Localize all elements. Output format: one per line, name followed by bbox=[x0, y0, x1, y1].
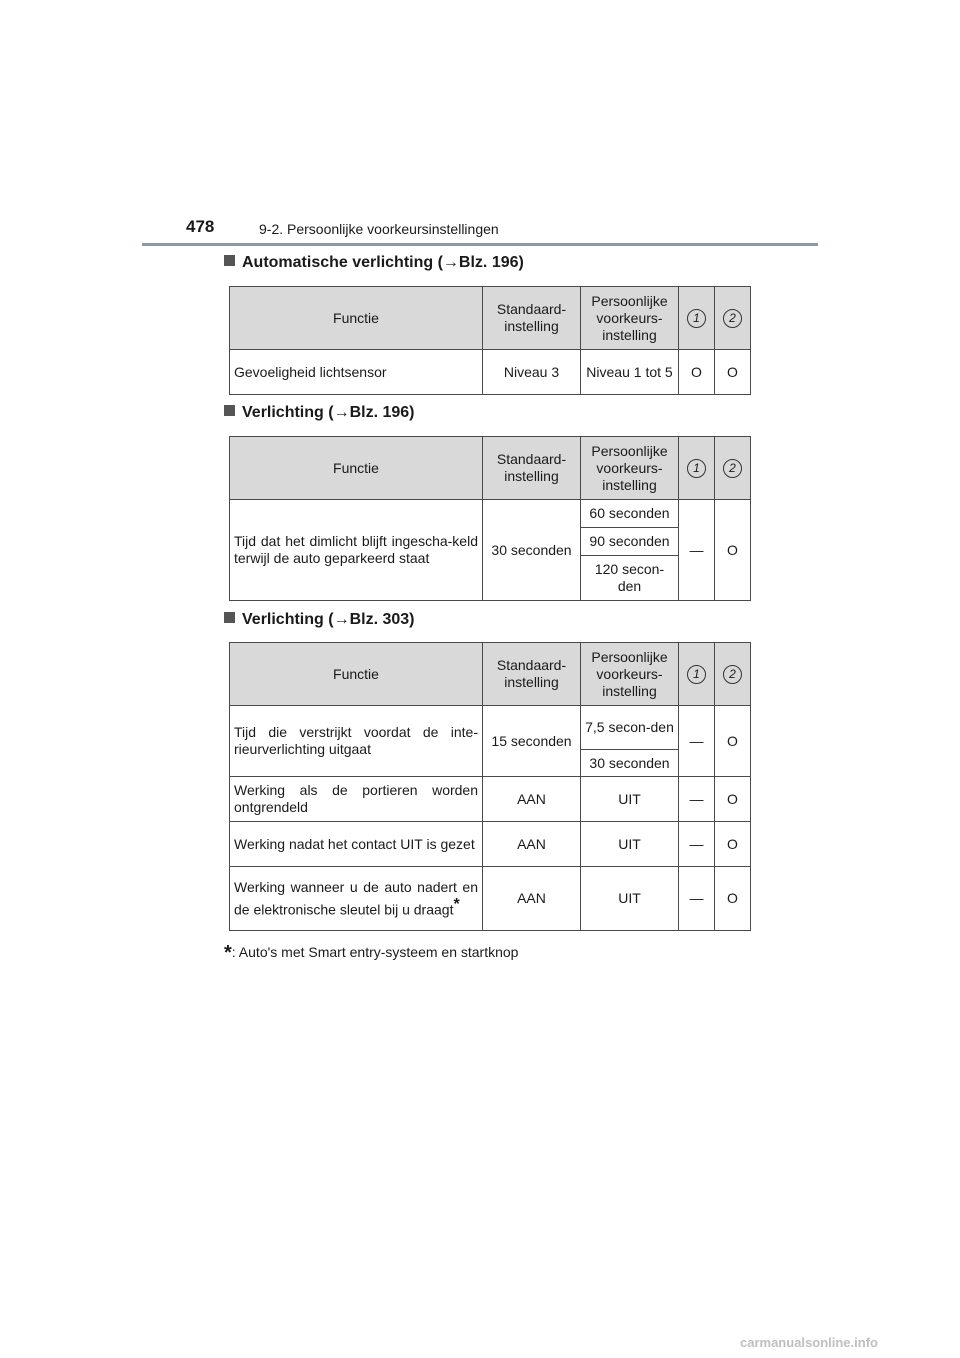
section-heading-verlichting-303: Verlichting (→Blz. 303) bbox=[224, 611, 415, 629]
table-header-row bbox=[230, 437, 751, 500]
circled-1-icon: 1 bbox=[687, 309, 706, 328]
table-row bbox=[230, 350, 751, 395]
table-row bbox=[230, 777, 751, 822]
header-functie: Functie bbox=[230, 437, 483, 500]
chapter-title: 9-2. Persoonlijke voorkeursinstellingen bbox=[259, 221, 499, 237]
cell-col1: — bbox=[679, 706, 715, 777]
header-divider bbox=[142, 243, 818, 246]
circled-2-icon: 2 bbox=[723, 459, 742, 478]
arrow-icon: → bbox=[333, 611, 350, 628]
cell-option: 120 secon-den bbox=[581, 556, 679, 601]
header-standaard: Standaard-instelling bbox=[483, 287, 581, 350]
table-header-row bbox=[230, 643, 751, 706]
cell-standaard: Niveau 3 bbox=[483, 350, 581, 395]
table-verlichting-303 bbox=[229, 642, 751, 931]
cell-persoonlijk: UIT bbox=[581, 777, 679, 822]
cell-col1: O bbox=[679, 350, 715, 395]
cell-functie: Tijd die verstrijkt voordat de inte-rieurverlichting uitgaat bbox=[230, 706, 483, 777]
cell-standaard: AAN bbox=[483, 822, 581, 867]
square-bullet-icon bbox=[224, 405, 235, 416]
cell-standaard: 15 seconden bbox=[483, 706, 581, 777]
header-standaard: Standaard-instelling bbox=[483, 437, 581, 500]
cell-standaard: 30 seconden bbox=[483, 500, 581, 601]
cell-option: 90 seconden bbox=[581, 528, 679, 556]
circled-2-icon: 2 bbox=[723, 309, 742, 328]
cell-functie: Werking nadat het contact UIT is gezet bbox=[230, 822, 483, 867]
footnote-mark: * bbox=[453, 895, 460, 913]
footnote bbox=[224, 942, 518, 965]
header-standaard: Standaard-instelling bbox=[483, 643, 581, 706]
header-persoonlijk: Persoonlijke voorkeurs-instelling bbox=[581, 287, 679, 350]
cell-col1: — bbox=[679, 867, 715, 931]
table-row bbox=[230, 867, 751, 931]
cell-col2: O bbox=[715, 350, 751, 395]
circled-2-icon: 2 bbox=[723, 665, 742, 684]
cell-option: 7,5 secon-den bbox=[581, 706, 679, 750]
circled-1-icon: 1 bbox=[687, 665, 706, 684]
cell-col2: O bbox=[715, 706, 751, 777]
cell-col2: O bbox=[715, 867, 751, 931]
footnote-text: : Auto's met Smart entry-systeem en startknop bbox=[231, 944, 519, 960]
table-row bbox=[230, 822, 751, 867]
cell-option: 30 seconden bbox=[581, 750, 679, 777]
cell-persoonlijk: UIT bbox=[581, 822, 679, 867]
section-heading-automatische-verlichting: Automatische verlichting (→Blz. 196) bbox=[224, 254, 524, 272]
cell-functie: Tijd dat het dimlicht blijft ingescha-keld terwijl de auto geparkeerd staat bbox=[230, 500, 483, 601]
page-reference: Blz. 196) bbox=[349, 404, 415, 421]
header-functie: Functie bbox=[230, 643, 483, 706]
cell-functie: Werking als de portieren worden ontgrendeld bbox=[230, 777, 483, 822]
table-row bbox=[230, 706, 751, 750]
cell-persoonlijk: UIT bbox=[581, 867, 679, 931]
cell-standaard: AAN bbox=[483, 777, 581, 822]
cell-standaard: AAN bbox=[483, 867, 581, 931]
table-row bbox=[230, 500, 751, 528]
cell-col2: O bbox=[715, 822, 751, 867]
table-header-row bbox=[230, 287, 751, 350]
header-functie: Functie bbox=[230, 287, 483, 350]
table-verlichting-196 bbox=[229, 436, 751, 601]
circled-1-icon: 1 bbox=[687, 459, 706, 478]
cell-col1: — bbox=[679, 777, 715, 822]
page-number: 478 bbox=[186, 217, 215, 236]
cell-col1: — bbox=[679, 822, 715, 867]
cell-persoonlijk: Niveau 1 tot 5 bbox=[581, 350, 679, 395]
cell-functie: Gevoeligheid lichtsensor bbox=[230, 350, 483, 395]
page-reference: Blz. 196) bbox=[458, 254, 524, 271]
arrow-icon: → bbox=[442, 254, 459, 271]
header-persoonlijk: Persoonlijke voorkeurs-instelling bbox=[581, 437, 679, 500]
watermark: carmanualsonline.info bbox=[740, 1335, 878, 1350]
square-bullet-icon bbox=[224, 255, 235, 266]
cell-col2: O bbox=[715, 500, 751, 601]
page-reference: Blz. 303) bbox=[349, 611, 415, 628]
cell-col2: O bbox=[715, 777, 751, 822]
table-automatische-verlichting bbox=[229, 286, 751, 395]
square-bullet-icon bbox=[224, 612, 235, 623]
cell-option: 60 seconden bbox=[581, 500, 679, 528]
footnote-star: * bbox=[224, 942, 232, 964]
header-persoonlijk: Persoonlijke voorkeurs-instelling bbox=[581, 643, 679, 706]
cell-col1: — bbox=[679, 500, 715, 601]
cell-functie: Werking wanneer u de auto nadert en de elektronische sleutel bij u draagt* bbox=[230, 867, 483, 931]
arrow-icon: → bbox=[333, 404, 350, 421]
section-heading-verlichting-196: Verlichting (→Blz. 196) bbox=[224, 404, 415, 422]
